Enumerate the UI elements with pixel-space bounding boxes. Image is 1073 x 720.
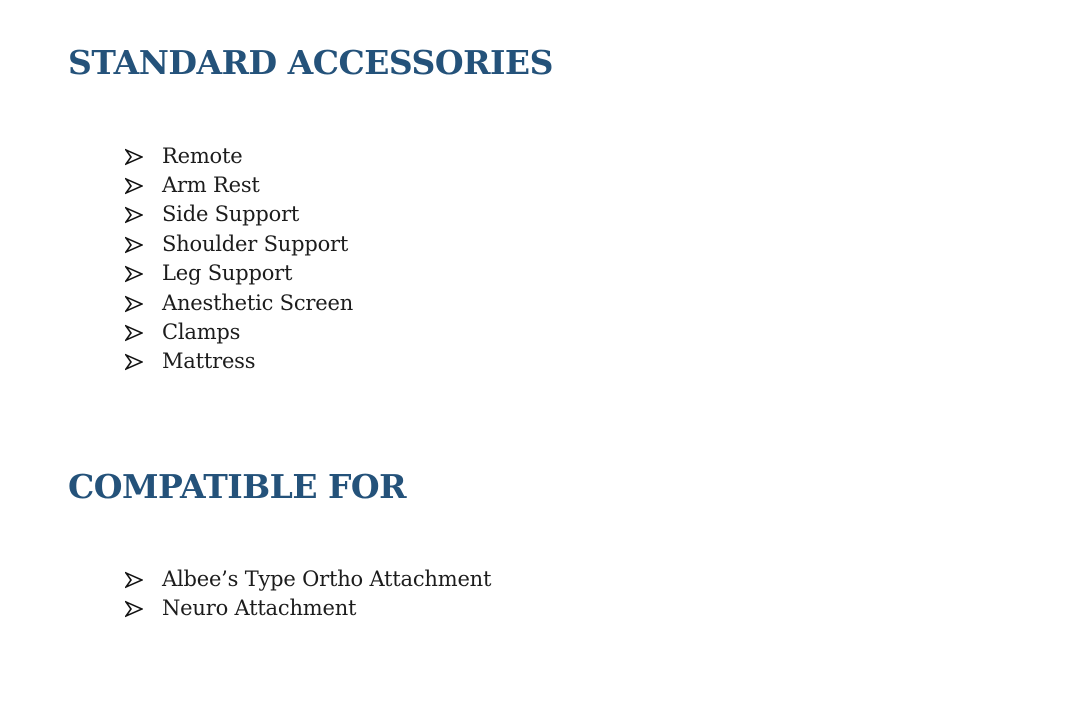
section-heading-compatible-for: COMPATIBLE FOR: [68, 467, 407, 506]
standard-accessories-list: [125, 141, 353, 376]
arrowhead-bullet-icon: [125, 570, 143, 588]
list-item: [125, 564, 491, 593]
list-item-text: Mattress: [162, 349, 256, 374]
list-item-text: Shoulder Support: [162, 231, 349, 256]
compatible-for-list: [125, 564, 491, 623]
list-item-text: Anesthetic Screen: [162, 290, 354, 315]
arrowhead-bullet-icon: [125, 205, 143, 223]
list-item: [125, 259, 353, 288]
list-item: [125, 200, 353, 229]
list-item: [125, 170, 353, 199]
list-item-text: Albee’s Type Ortho Attachment: [162, 566, 492, 591]
list-item-text: Arm Rest: [162, 173, 260, 198]
arrowhead-bullet-icon: [125, 176, 143, 194]
list-item-text: Remote: [162, 143, 243, 168]
list-item-text: Leg Support: [162, 261, 293, 286]
section-heading-standard-accessories: STANDARD ACCESSORIES: [68, 43, 553, 82]
list-item: [125, 593, 491, 622]
list-item: [125, 229, 353, 258]
list-item: [125, 347, 353, 376]
list-item: [125, 141, 353, 170]
list-item: [125, 317, 353, 346]
arrowhead-bullet-icon: [125, 264, 143, 282]
arrowhead-bullet-icon: [125, 352, 143, 370]
arrowhead-bullet-icon: [125, 323, 143, 341]
list-item-text: Side Support: [162, 202, 300, 227]
list-item-text: Clamps: [162, 320, 241, 345]
arrowhead-bullet-icon: [125, 599, 143, 617]
arrowhead-bullet-icon: [125, 235, 143, 253]
arrowhead-bullet-icon: [125, 147, 143, 165]
list-item-text: Neuro Attachment: [162, 596, 357, 621]
arrowhead-bullet-icon: [125, 294, 143, 312]
list-item: [125, 288, 353, 317]
